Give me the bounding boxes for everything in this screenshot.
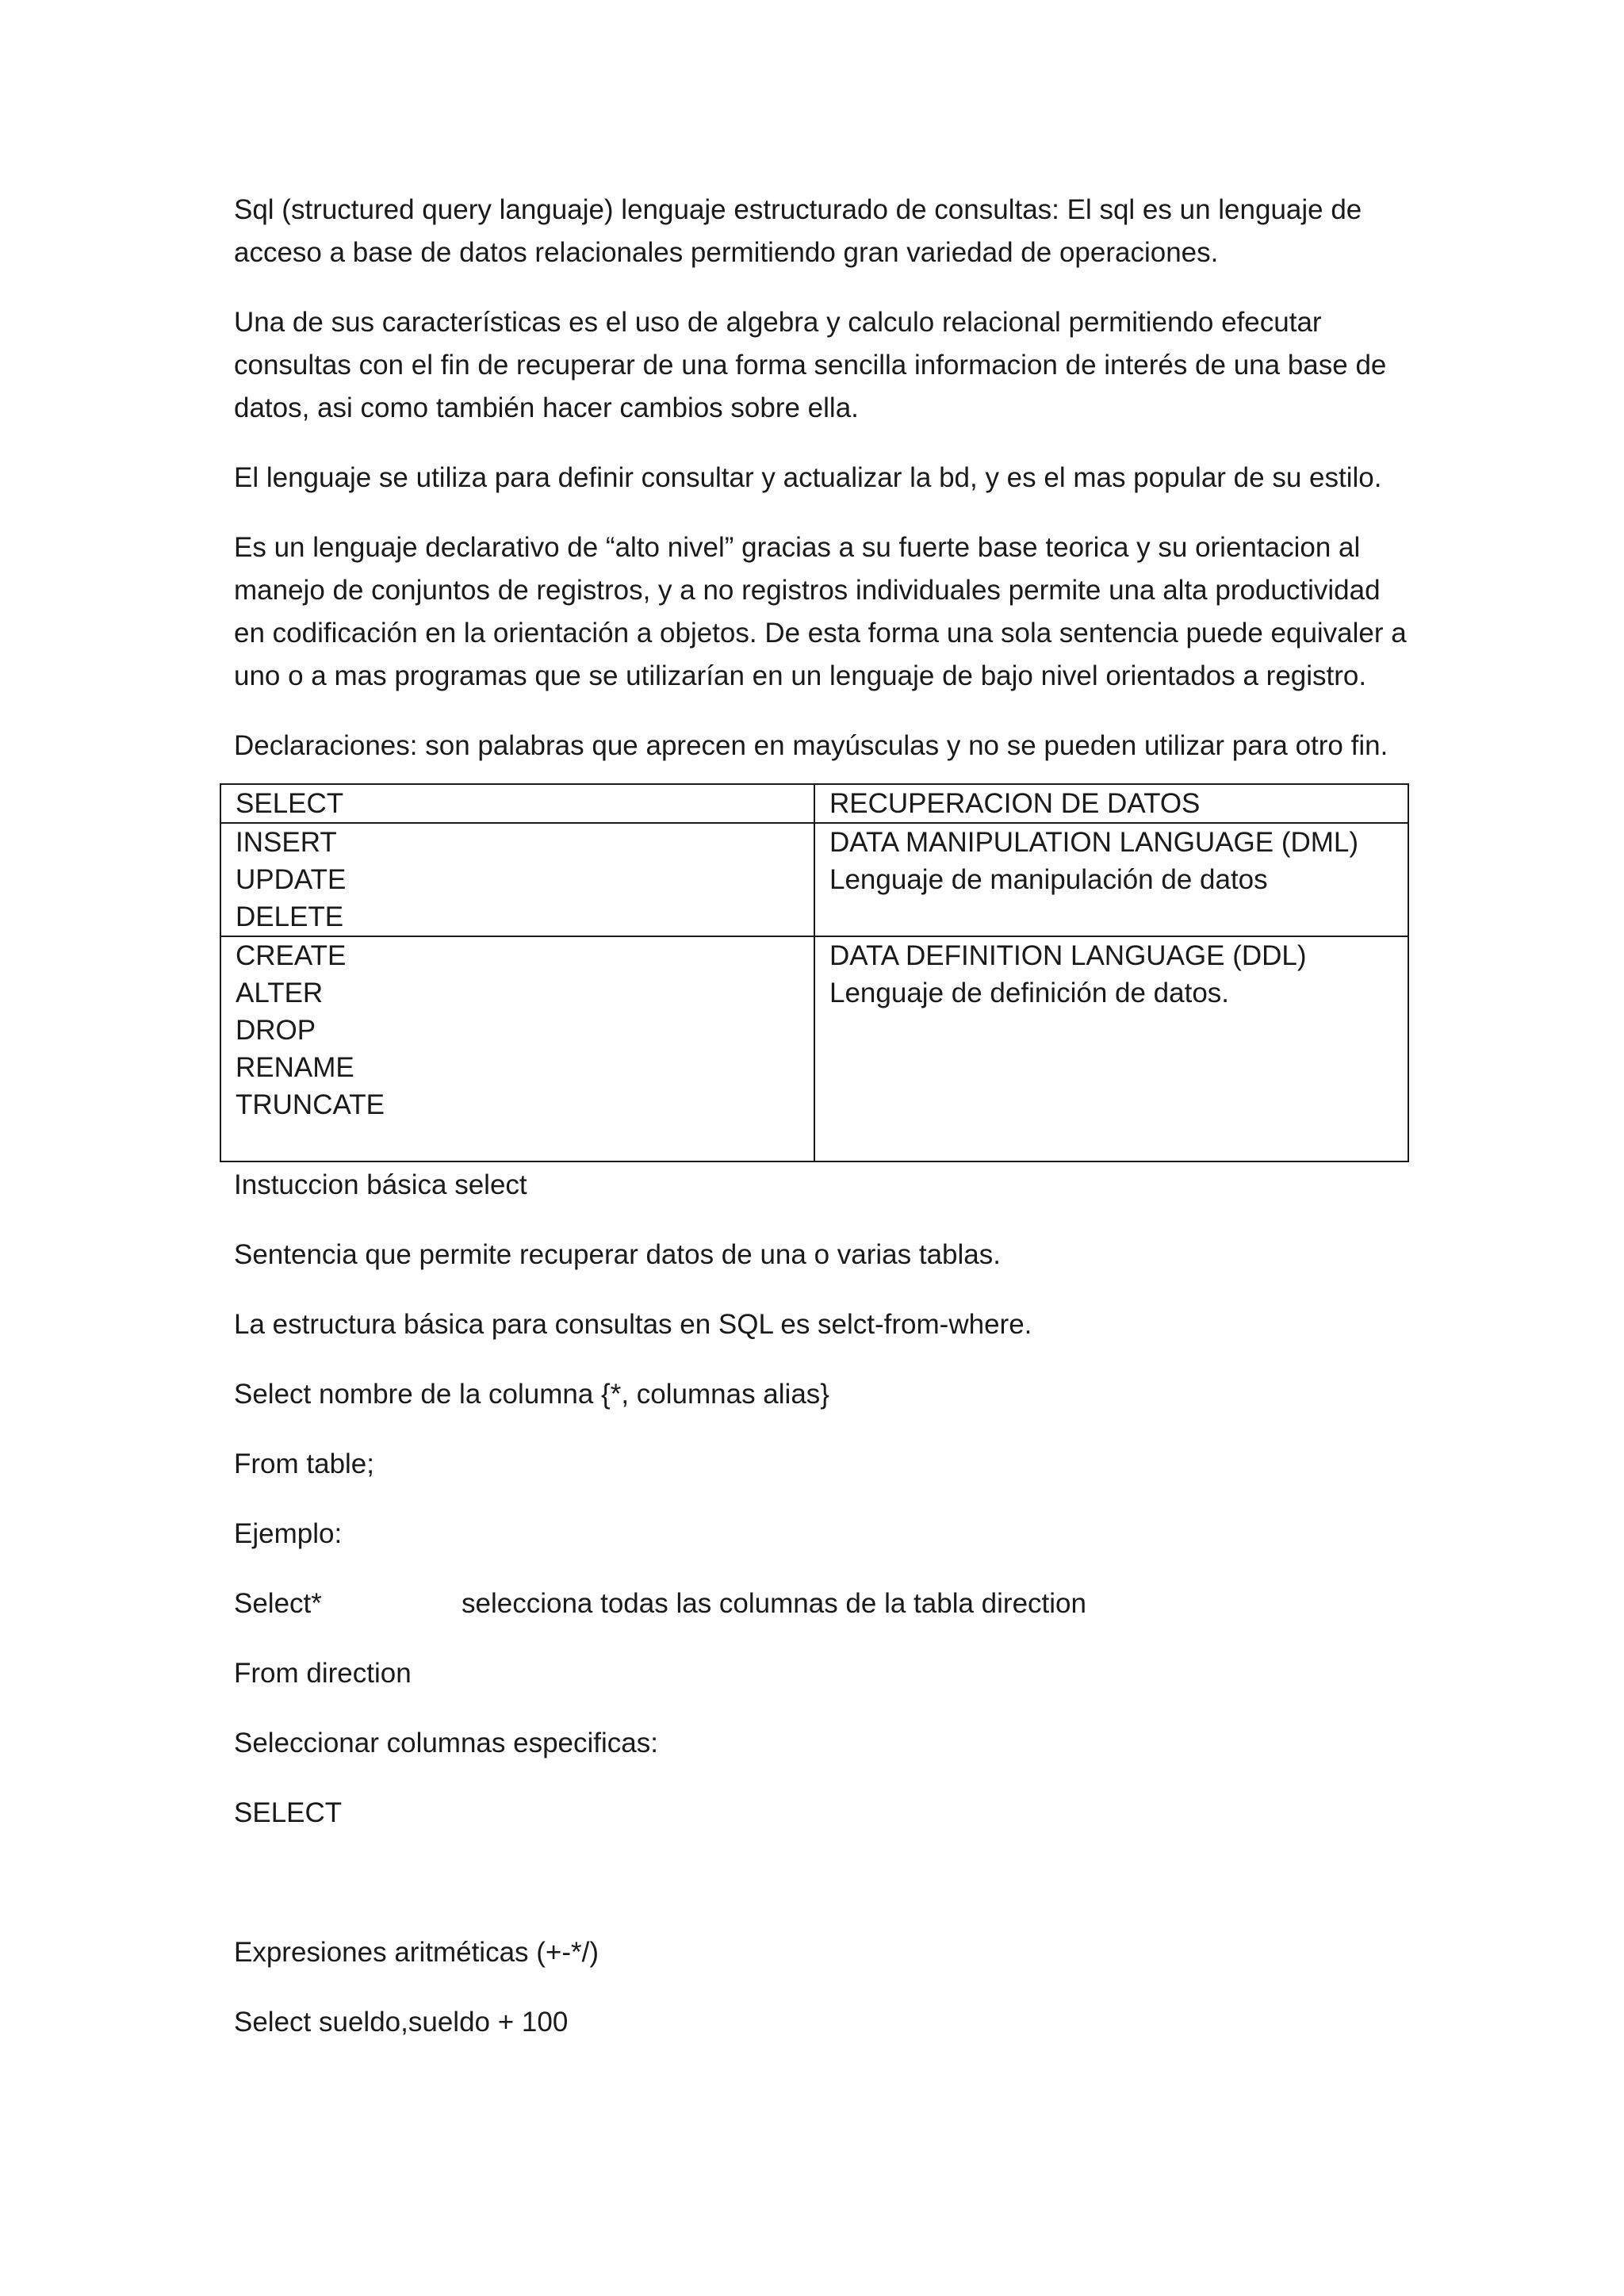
- table-row: [220, 823, 1408, 936]
- statement-create: CREATE: [236, 940, 347, 971]
- table-cell-statements: [220, 823, 814, 936]
- paragraph-characteristics: Una de sus características es el uso de algebra y calculo relacional permitiendo efecutar consultas con el fin de recuperar de una forma sencilla informacion de interés de una base de datos, asi como también hacer cambios sobre ella.: [234, 307, 1387, 423]
- paragraph-arithmetic: Expresiones aritméticas (+-*/): [234, 1937, 599, 1968]
- blank-space: [234, 1862, 1415, 1931]
- statement-select: SELECT: [236, 788, 344, 819]
- paragraph-from-direction: From direction: [234, 1658, 412, 1689]
- example-select-explanation: selecciona todas las columnas de la tabla direction: [462, 1588, 1086, 1619]
- statement-update: UPDATE: [236, 864, 347, 895]
- paragraph-declarations: Declaraciones: son palabras que aprecen en mayúsculas y no se pueden utilizar para otro fin.: [234, 730, 1388, 761]
- statement-rename: RENAME: [236, 1052, 354, 1083]
- statement-insert: INSERT: [236, 827, 337, 858]
- category-label: DATA DEFINITION LANGUAGE (DDL): [829, 940, 1307, 971]
- statement-truncate: TRUNCATE: [236, 1089, 385, 1120]
- example-select-row: [234, 1582, 1415, 1625]
- table-cell-category: [814, 936, 1408, 1161]
- paragraph-select-salary: Select sueldo,sueldo + 100: [234, 2007, 569, 2038]
- example-select-code: Select*: [234, 1588, 322, 1619]
- paragraph-example-label: Ejemplo:: [234, 1518, 343, 1549]
- statement-drop: DROP: [236, 1015, 316, 1046]
- category-label: RECUPERACION DE DATOS: [829, 788, 1201, 819]
- paragraph-sql-definition: Sql (structured query languaje) lenguaje estructurado de consultas: El sql es un lenguaje de acceso a base de datos relacionales permitiendo gran variedad de operaciones.: [234, 194, 1362, 268]
- table-cell-statements: [220, 784, 814, 823]
- document-body: [234, 189, 1415, 2071]
- heading-basic-select: Instuccion básica select: [234, 1169, 527, 1200]
- category-description: Lenguaje de definición de datos.: [829, 978, 1230, 1008]
- table-row: [220, 784, 1408, 823]
- paragraph-declarative: Es un lenguaje declarativo de “alto nivel” gracias a su fuerte base teorica y su orientacion al manejo de conjuntos de registros, y a no registros individuales permite una alta productividad en codificación en la orientación a objetos. De esta forma una sola sentencia puede equivaler a uno o a mas programas que se utilizarían en un lenguaje de bajo nivel orientados a registro.: [234, 532, 1407, 691]
- declarations-table: [220, 783, 1409, 1162]
- paragraph-select-purpose: Sentencia que permite recuperar datos de una o varias tablas.: [234, 1239, 1001, 1270]
- table-cell-statements: [220, 936, 814, 1161]
- paragraph-from-table: From table;: [234, 1448, 374, 1479]
- paragraph-specific-columns: Seleccionar columnas especificas:: [234, 1728, 658, 1758]
- paragraph-usage: El lenguaje se utiliza para definir consultar y actualizar la bd, y es el mas popular de su estilo.: [234, 462, 1382, 493]
- statement-alter: ALTER: [236, 978, 324, 1008]
- table-cell-category: [814, 823, 1408, 936]
- paragraph-select-keyword: SELECT: [234, 1797, 343, 1828]
- table-row: [220, 936, 1408, 1161]
- table-cell-category: [814, 784, 1408, 823]
- paragraph-select-syntax: Select nombre de la columna {*, columnas alias}: [234, 1379, 829, 1410]
- paragraph-select-structure: La estructura básica para consultas en SQL es selct-from-where.: [234, 1309, 1032, 1340]
- statement-delete: DELETE: [236, 901, 344, 932]
- category-description: Lenguaje de manipulación de datos: [829, 864, 1268, 895]
- category-label: DATA MANIPULATION LANGUAGE (DML): [829, 827, 1359, 858]
